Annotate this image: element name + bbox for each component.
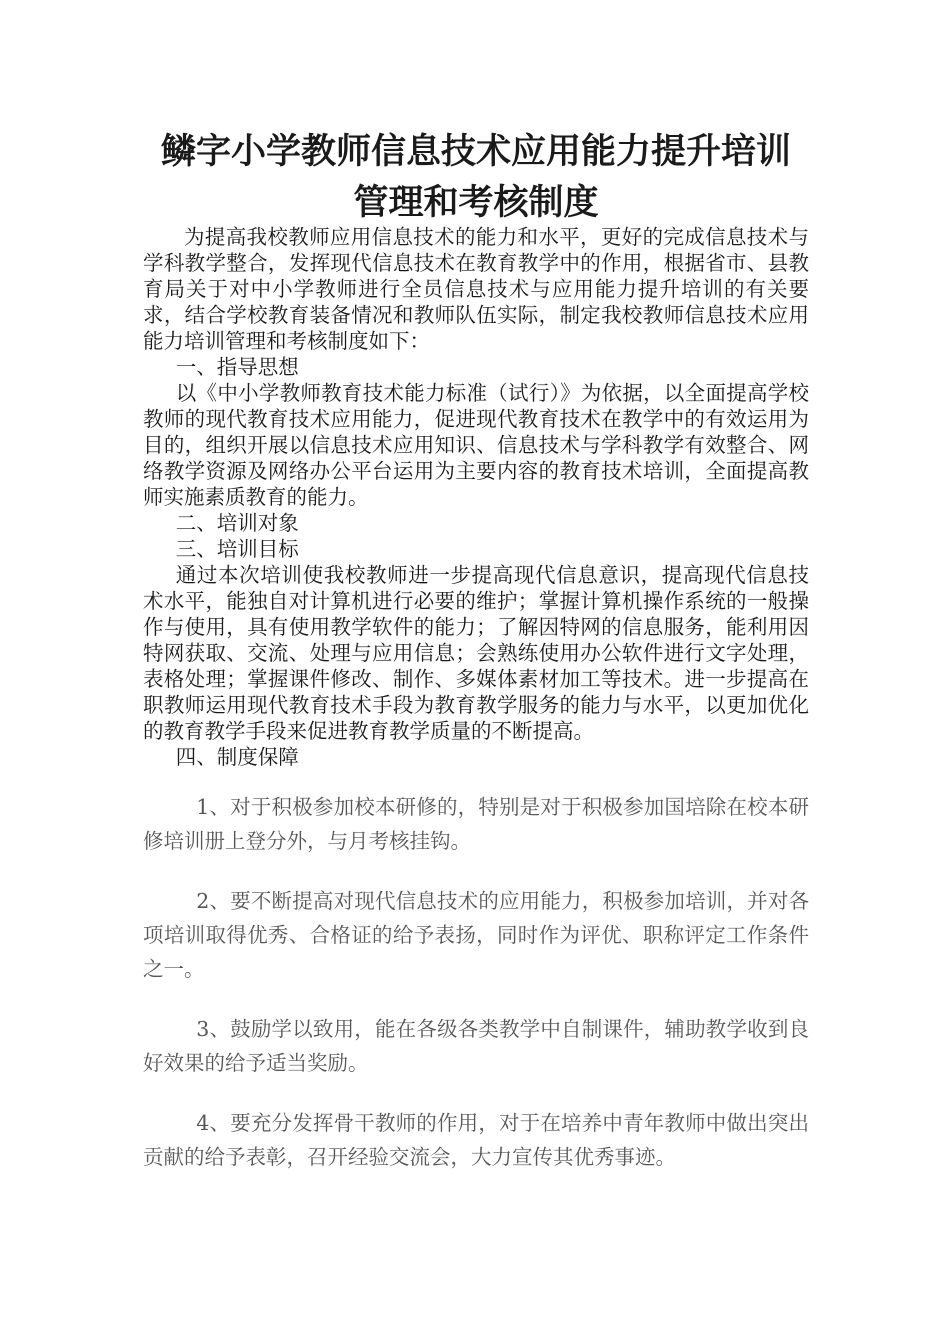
rules-list	[143, 790, 809, 1200]
intro-paragraph: 为提高我校教师应用信息技术的能力和水平，更好的完成信息技术与学科教学整合，发挥现代信息技术在教育教学中的作用，根据省市、县教育局关于对中小学教师进行全员信息技术与应用能力提升培训的有关要求，结合学校教育装备情况和教师队伍实际，制定我校教师信息技术应用能力培训管理和考核制度如下：	[143, 225, 809, 353]
section-body-training-goal: 通过本次培训使我校教师进一步提高现代信息意识，提高现代信息技术水平，能独自对计算机进行必要的维护；掌握计算机操作系统的一般操作与使用，具有使用教学软件的能力；了解因特网的信息服务，能利用因特网获取、交流、处理与应用信息；会熟练使用办公软件进行文字处理，表格处理；掌握课件修改、制作、多媒体素材加工等技术。进一步提高在职教师运用现代教育技术手段为教育教学服务的能力与水平，以更加优化的教育教学手段来促进教育教学质量的不断提高。	[143, 563, 809, 743]
section-heading-guiding-idea: 一、指导思想	[175, 355, 299, 379]
rule-item: 4、要充分发挥骨干教师的作用，对于在培养中青年教师中做出突出贡献的给予表彰，召开经验交流会，大力宣传其优秀事迹。	[143, 1111, 809, 1169]
document-title-line2: 管理和考核制度	[353, 183, 599, 223]
document-title-line1: 鳞字小学教师信息技术应用能力提升培训	[160, 132, 791, 172]
section-heading-system-guarantee: 四、制度保障	[175, 745, 299, 769]
rule-item: 1、对于积极参加校本研修的，特别是对于积极参加国培除在校本研修培训册上登分外，与月考核挂钩。	[143, 795, 809, 853]
rule-item: 3、鼓励学以致用，能在各级各类教学中自制课件，辅助教学收到良好效果的给予适当奖励。	[143, 1017, 809, 1075]
rule-item: 2、要不断提高对现代信息技术的应用能力，积极参加培训，并对各项培训取得优秀、合格证的给予表扬，同时作为评优、职称评定工作条件之一。	[143, 889, 809, 981]
section-heading-training-goal: 三、培训目标	[175, 537, 299, 561]
document-body	[143, 224, 809, 770]
section-body-guiding-idea: 以《中小学教师教育技术能力标准（试行）》为依据，以全面提高学校教师的现代教育技术应用能力，促进现代教育技术在教学中的有效运用为目的，组织开展以信息技术应用知识、信息技术与学科教学有效整合、网络教学资源及网络办公平台运用为主要内容的教育技术培训，全面提高教师实施素质教育的能力。	[143, 381, 809, 509]
section-heading-training-target: 二、培训对象	[175, 511, 299, 535]
